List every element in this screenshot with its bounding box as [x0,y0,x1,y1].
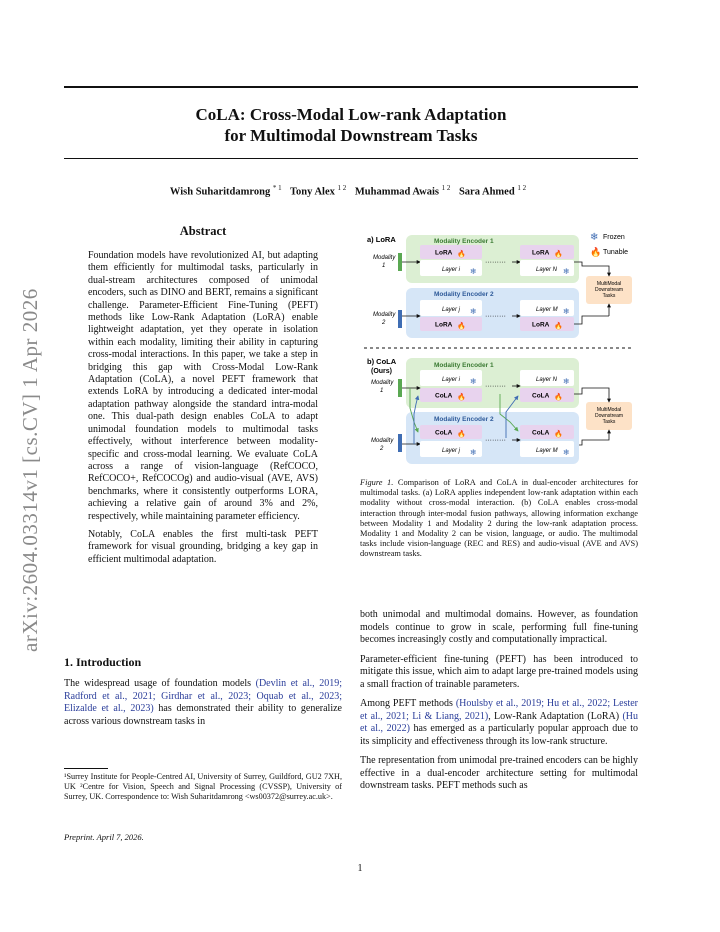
encoder-1-label: Modality Encoder 1 [434,362,494,369]
lora-label: LoRA [435,249,453,257]
abstract-body [88,250,318,572]
layer-label: Layer N [536,267,558,273]
legend-tunable-label: Tunable [603,249,629,256]
author-name: Muhammad Awais [354,186,439,198]
snowflake-icon: ❄ [563,307,570,316]
right-column-text [360,609,638,800]
snowflake-icon: ❄ [470,377,477,386]
tasks-label-line: MultiModal [596,281,622,287]
cola-label: CoLA [532,392,550,400]
ellipsis: ········· [485,259,506,266]
modality-number: 1 [382,263,386,269]
modality-1-input-bar [398,253,402,271]
tasks-label-line: Tasks [602,293,616,299]
encoder-2-label: Modality Encoder 2 [434,291,494,298]
body-paragraph: Parameter-efficient fine-tuning (PEFT) has been introduced to mitigate this issue, which aim to adapt large pre-trained models using a small fraction of trainable parameters. [360,653,638,690]
author-affiliation: 1 2 [441,184,451,192]
cola-label: CoLA [435,429,453,437]
author-affiliation: 1 2 [337,184,347,192]
modality-number: 2 [382,320,386,326]
snowflake-icon: ❄ [563,448,570,457]
author-affiliation: * 1 [272,184,282,192]
layer-label: Layer i [442,377,461,383]
title-bottom-rule [64,158,638,159]
intro-text: has demonstrated their ability to generalize across various downstream tasks in [64,703,342,727]
caption-label: Figure 1. [360,478,394,487]
author-name: Sara Ahmed [458,186,515,198]
modality-1-input-bar [398,379,402,397]
body-paragraph: The representation from unimodal pre-trained encoders can be highly effective in a dual-encoder architecture setting for multimodal downstream tasks. PEFT methods such as [360,755,638,791]
encoder-2-label: Modality Encoder 2 [434,416,494,423]
author-name: Tony Alex [290,186,335,198]
fire-icon: 🔥 [554,323,563,330]
tasks-label-line: Downstream [594,413,624,419]
snowflake-icon: ❄ [563,377,570,386]
fire-icon: 🔥 [457,323,466,330]
tasks-label-line: Downstream [594,287,624,293]
fire-icon: 🔥 [457,431,466,438]
author-name: Wish Suharitdamrong [169,186,271,198]
cola-label: CoLA [435,392,453,400]
author-list [64,184,638,198]
lora-label: LoRA [435,321,453,329]
panel-b-label: b) CoLA [367,357,397,366]
snowflake-icon: ❄ [470,267,477,276]
preprint-note: Preprint. April 7, 2026. [64,832,144,842]
footnote-rule [64,768,108,769]
title-line-1: CoLA: Cross-Modal Low-rank Adaptation [195,105,507,124]
layer-label: Layer M [536,307,558,313]
lora-label: LoRA [532,249,550,257]
abstract-heading: Abstract [179,224,227,238]
body-text: has emerged as a particularly popular approach due to its simplicity and effectiveness through its low-rank structure. [360,723,639,747]
citation-link[interactable]: (Hu et al., 2022) [360,710,638,734]
fire-icon: 🔥 [554,251,563,258]
layer-label: Layer i [442,267,461,273]
modality-2-input-bar [398,310,402,328]
citation-link[interactable]: (Devlin et al., 2019; Radford et al., 2021; Girdhar et al., 2023; Oquab et al., 2023; Elizalde et al., 2023) [64,678,342,714]
fire-icon: 🔥 [554,431,563,438]
modality-2-input-bar [398,434,402,452]
modality-label: Modality [373,255,396,261]
panel-a-label: a) LoRA [367,235,396,244]
arxiv-watermark: arXiv:2604.03314v1 [cs.CV] 1 Apr 2026 [18,288,42,652]
page-number: 1 [357,863,363,874]
footnote: ¹Surrey Institute for People-Centred AI, University of Surrey, Guildford, GU2 7XH, UK ²Centre for Vision, Speech and Signal Processing (CVSSP), University of Surrey, UK. Correspondence to: Wish Suharitdamrong <ws00372@surrey.ac.uk>. [64,772,342,801]
paper-title [64,104,638,146]
snowflake-icon: ❄ [590,232,599,243]
title-line-2: for Multimodal Downstream Tasks [224,126,478,145]
tasks-label-line: Tasks [602,419,616,425]
layer-label: Layer M [536,448,558,454]
modality-label: Modality [371,438,394,444]
modality-label: Modality [373,312,396,318]
caption-text: Comparison of LoRA and CoLA in dual-encoder architectures for multimodal tasks. (a) LoRA applies independent low-rank adaptation within each modality without cross-modal interaction. (b) CoLA enables cross-modal interaction through inter-modal fusion pathways, allowing information exchange between Modality 1 and Modality 2 during the low-rank adaptation process. Modality 1 and Modality 2 can be vision, language, or audio. The multimodal tasks include vision-language (REC and RES) and audio-visual (AVE and AVS) downstream tasks. [360,478,639,559]
panel-b-sublabel: (Ours) [371,368,392,375]
fire-icon: 🔥 [457,394,466,401]
lora-label: LoRA [532,321,550,329]
snowflake-icon: ❄ [470,448,477,457]
citation-link[interactable]: (Houlsby et al., 2019; Hu et al., 2022; Lester et al., 2021; Li & Liang, 2021) [360,698,639,722]
top-rule [64,86,638,88]
ellipsis: ········· [485,437,506,444]
section-heading: 1. Introduction [64,655,142,669]
abstract-paragraph: Foundation models have revolutionized AI, but adapting them efficiently for multimodal tasks, particularly in dual-stream architectures composed of unimodal encoders, such as DINO and BERT, remains a significant challenge. Parameter-Efficient Fine-Tuning (PEFT) methods like Low-Rank Adaptation (LoRA) enable lightweight adaptation, yet they operate in isolation within each modality, limiting their ability in capturing cross-modal interactions. In this paper, we take a step in bridging this gap with Cross-Modal Low-Rank Adaptation (CoLA), a novel PEFT framework that extends LoRA by introducing a dedicated inter-modal adaptation pathway alongside the standard intra-modal one. This dual-path design enables CoLA to adapt unimodal foundation models to multimodal tasks effectively, without interference between modality-specific and cross-modal learning. We evaluate CoLA across a range of vision-language (RefCOCO, RefCOCO+, RefCOCOg) and audio-visual (AVE, AVS) benchmarks, where it consistently outperforms LORA, achieving a relative gain of around 3% and 2%, respectively, while maintaining parameter efficiency. [88,250,318,522]
cola-label: CoLA [532,429,550,437]
layer-label: Layer N [536,377,558,383]
layer-label: Layer j [442,307,461,313]
figure-1-diagram [360,226,638,472]
modality-number: 1 [380,388,384,394]
intro-paragraph [64,678,342,728]
abstract-paragraph: Notably, CoLA enables the first multi-task PEFT framework for visual grounding, bridging a key gap in efficient multimodal adaptation. [88,528,318,565]
modality-number: 2 [380,446,384,452]
body-text: , Low-Rank Adaptation (LoRA) [488,710,623,722]
legend-frozen-label: Frozen [603,234,625,241]
layer-label: Layer j [442,448,461,454]
encoder-1-label: Modality Encoder 1 [434,238,494,245]
fire-icon: 🔥 [457,251,466,258]
snowflake-icon: ❄ [563,267,570,276]
snowflake-icon: ❄ [470,307,477,316]
author-affiliation: 1 2 [517,184,527,192]
body-text: Among PEFT methods [360,698,456,709]
ellipsis: ········· [485,383,506,390]
fire-icon: 🔥 [590,247,602,257]
fire-icon: 🔥 [554,394,563,401]
modality-label: Modality [371,380,394,386]
intro-text: The widespread usage of foundation models [64,678,256,689]
tasks-label-line: MultiModal [596,407,622,413]
body-paragraph [360,698,638,748]
figure-caption [360,478,638,560]
ellipsis: ········· [485,313,506,320]
body-paragraph: both unimodal and multimodal domains. However, as foundation models continue to grow in scale, performing full fine-tuning becomes increasingly costly and computationally impractical. [360,609,638,645]
